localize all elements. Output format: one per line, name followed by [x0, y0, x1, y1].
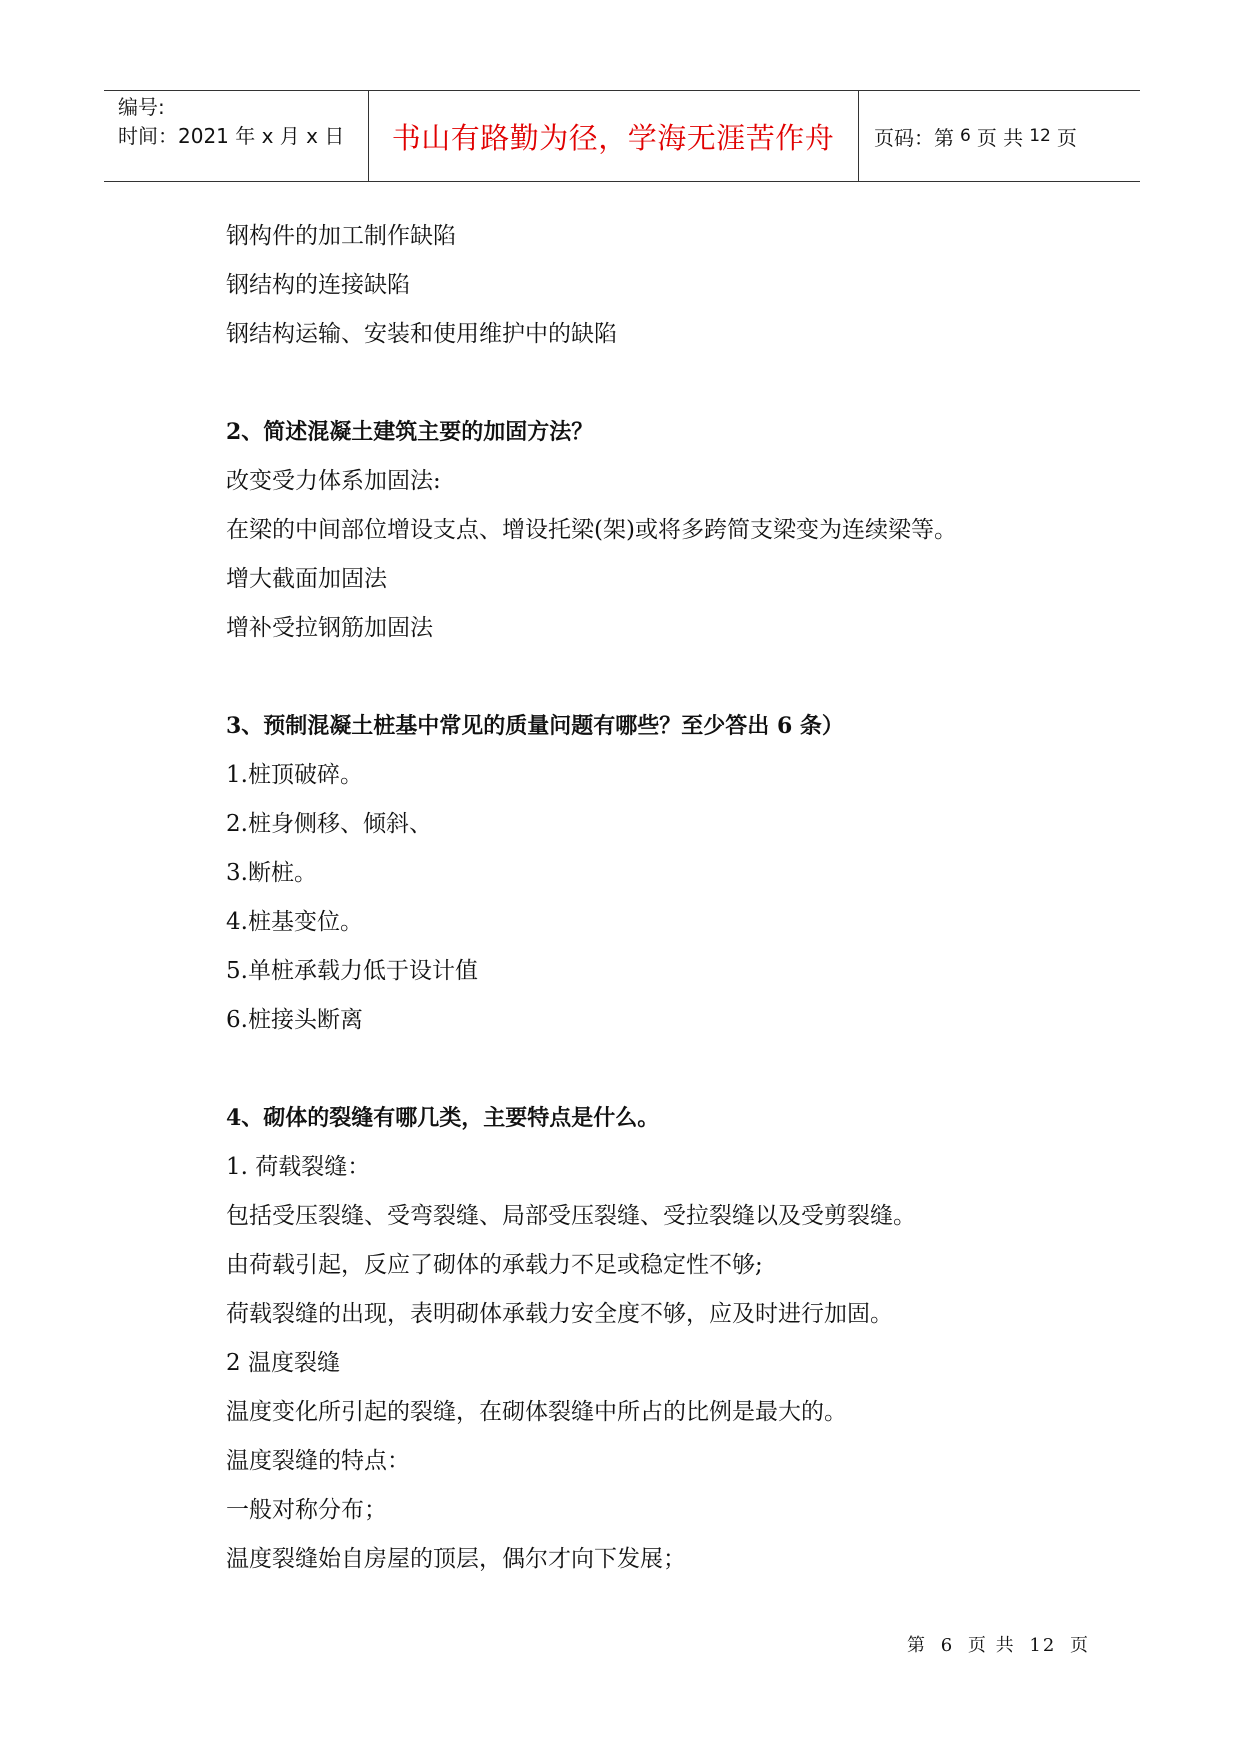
body-line: 钢构件的加工制作缺陷	[226, 223, 456, 249]
page-prefix: 页码：第	[874, 125, 954, 150]
body-line: 6.桩接头断离	[226, 1007, 363, 1033]
page-current: 6	[960, 126, 971, 146]
body-line: 温度裂缝始自房屋的顶层，偶尔才向下发展；	[226, 1546, 686, 1572]
header-meta	[118, 93, 344, 151]
body-line: 2 温度裂缝	[226, 1350, 340, 1376]
body-line: 3.断桩。	[226, 860, 317, 886]
page-footer	[904, 1631, 1093, 1657]
question-heading: 2、简述混凝土建筑主要的加固方法？	[226, 419, 594, 445]
footer-middle: 页 共	[967, 1635, 1016, 1656]
document-body	[226, 212, 1126, 1584]
header-divider-right	[858, 91, 859, 181]
body-line: 增大截面加固法	[226, 566, 387, 592]
body-line: 2.桩身侧移、倾斜、	[226, 811, 432, 837]
page-header	[104, 90, 1140, 182]
body-line: 温度裂缝的特点：	[226, 1448, 410, 1474]
body-line: 4.桩基变位。	[226, 909, 363, 935]
serial-label: 编号:	[118, 95, 165, 119]
footer-prefix: 第	[907, 1635, 927, 1656]
header-motto: 书山有路勤为径，学海无涯苦作舟	[391, 120, 835, 155]
body-line: 5.单桩承载力低于设计值	[226, 958, 478, 984]
body-line: 荷载裂缝的出现，表明砌体承载力安全度不够，应及时进行加固。	[226, 1301, 893, 1327]
body-line: 增补受拉钢筋加固法	[226, 615, 433, 641]
body-line: 改变受力体系加固法:	[226, 468, 441, 494]
body-line: 1.桩顶破碎。	[226, 762, 363, 788]
page-middle: 页 共	[976, 125, 1024, 150]
footer-current: 6	[940, 1635, 955, 1656]
paragraph-gap	[226, 653, 1126, 702]
paragraph-gap	[226, 1045, 1126, 1094]
body-line: 1. 荷载裂缝：	[226, 1154, 371, 1180]
body-line: 包括受压裂缝、受弯裂缝、局部受压裂缝、受拉裂缝以及受剪裂缝。	[226, 1203, 916, 1229]
body-line: 一般对称分布；	[226, 1497, 387, 1523]
body-line: 在梁的中间部位增设支点、增设托梁(架)或将多跨简支梁变为连续梁等。	[226, 517, 957, 543]
footer-suffix: 页	[1070, 1635, 1091, 1656]
body-line: 温度变化所引起的裂缝，在砌体裂缝中所占的比例是最大的。	[226, 1399, 847, 1425]
page-suffix: 页	[1056, 125, 1077, 150]
time-label: 时间：2021 年 x 月 x 日	[118, 124, 345, 148]
question-heading: 3、预制混凝土桩基中常见的质量问题有哪些？至少答出 6 条）	[226, 713, 844, 739]
body-line: 钢结构的连接缺陷	[226, 272, 410, 298]
header-page-number	[874, 91, 1077, 181]
body-line: 钢结构运输、安装和使用维护中的缺陷	[226, 321, 617, 347]
body-line: 由荷载引起，反应了砌体的承载力不足或稳定性不够;	[226, 1252, 763, 1278]
question-heading: 4、砌体的裂缝有哪几类，主要特点是什么。	[226, 1105, 660, 1131]
page-total: 12	[1029, 126, 1051, 146]
paragraph-gap	[226, 359, 1126, 408]
footer-total: 12	[1029, 1635, 1057, 1656]
